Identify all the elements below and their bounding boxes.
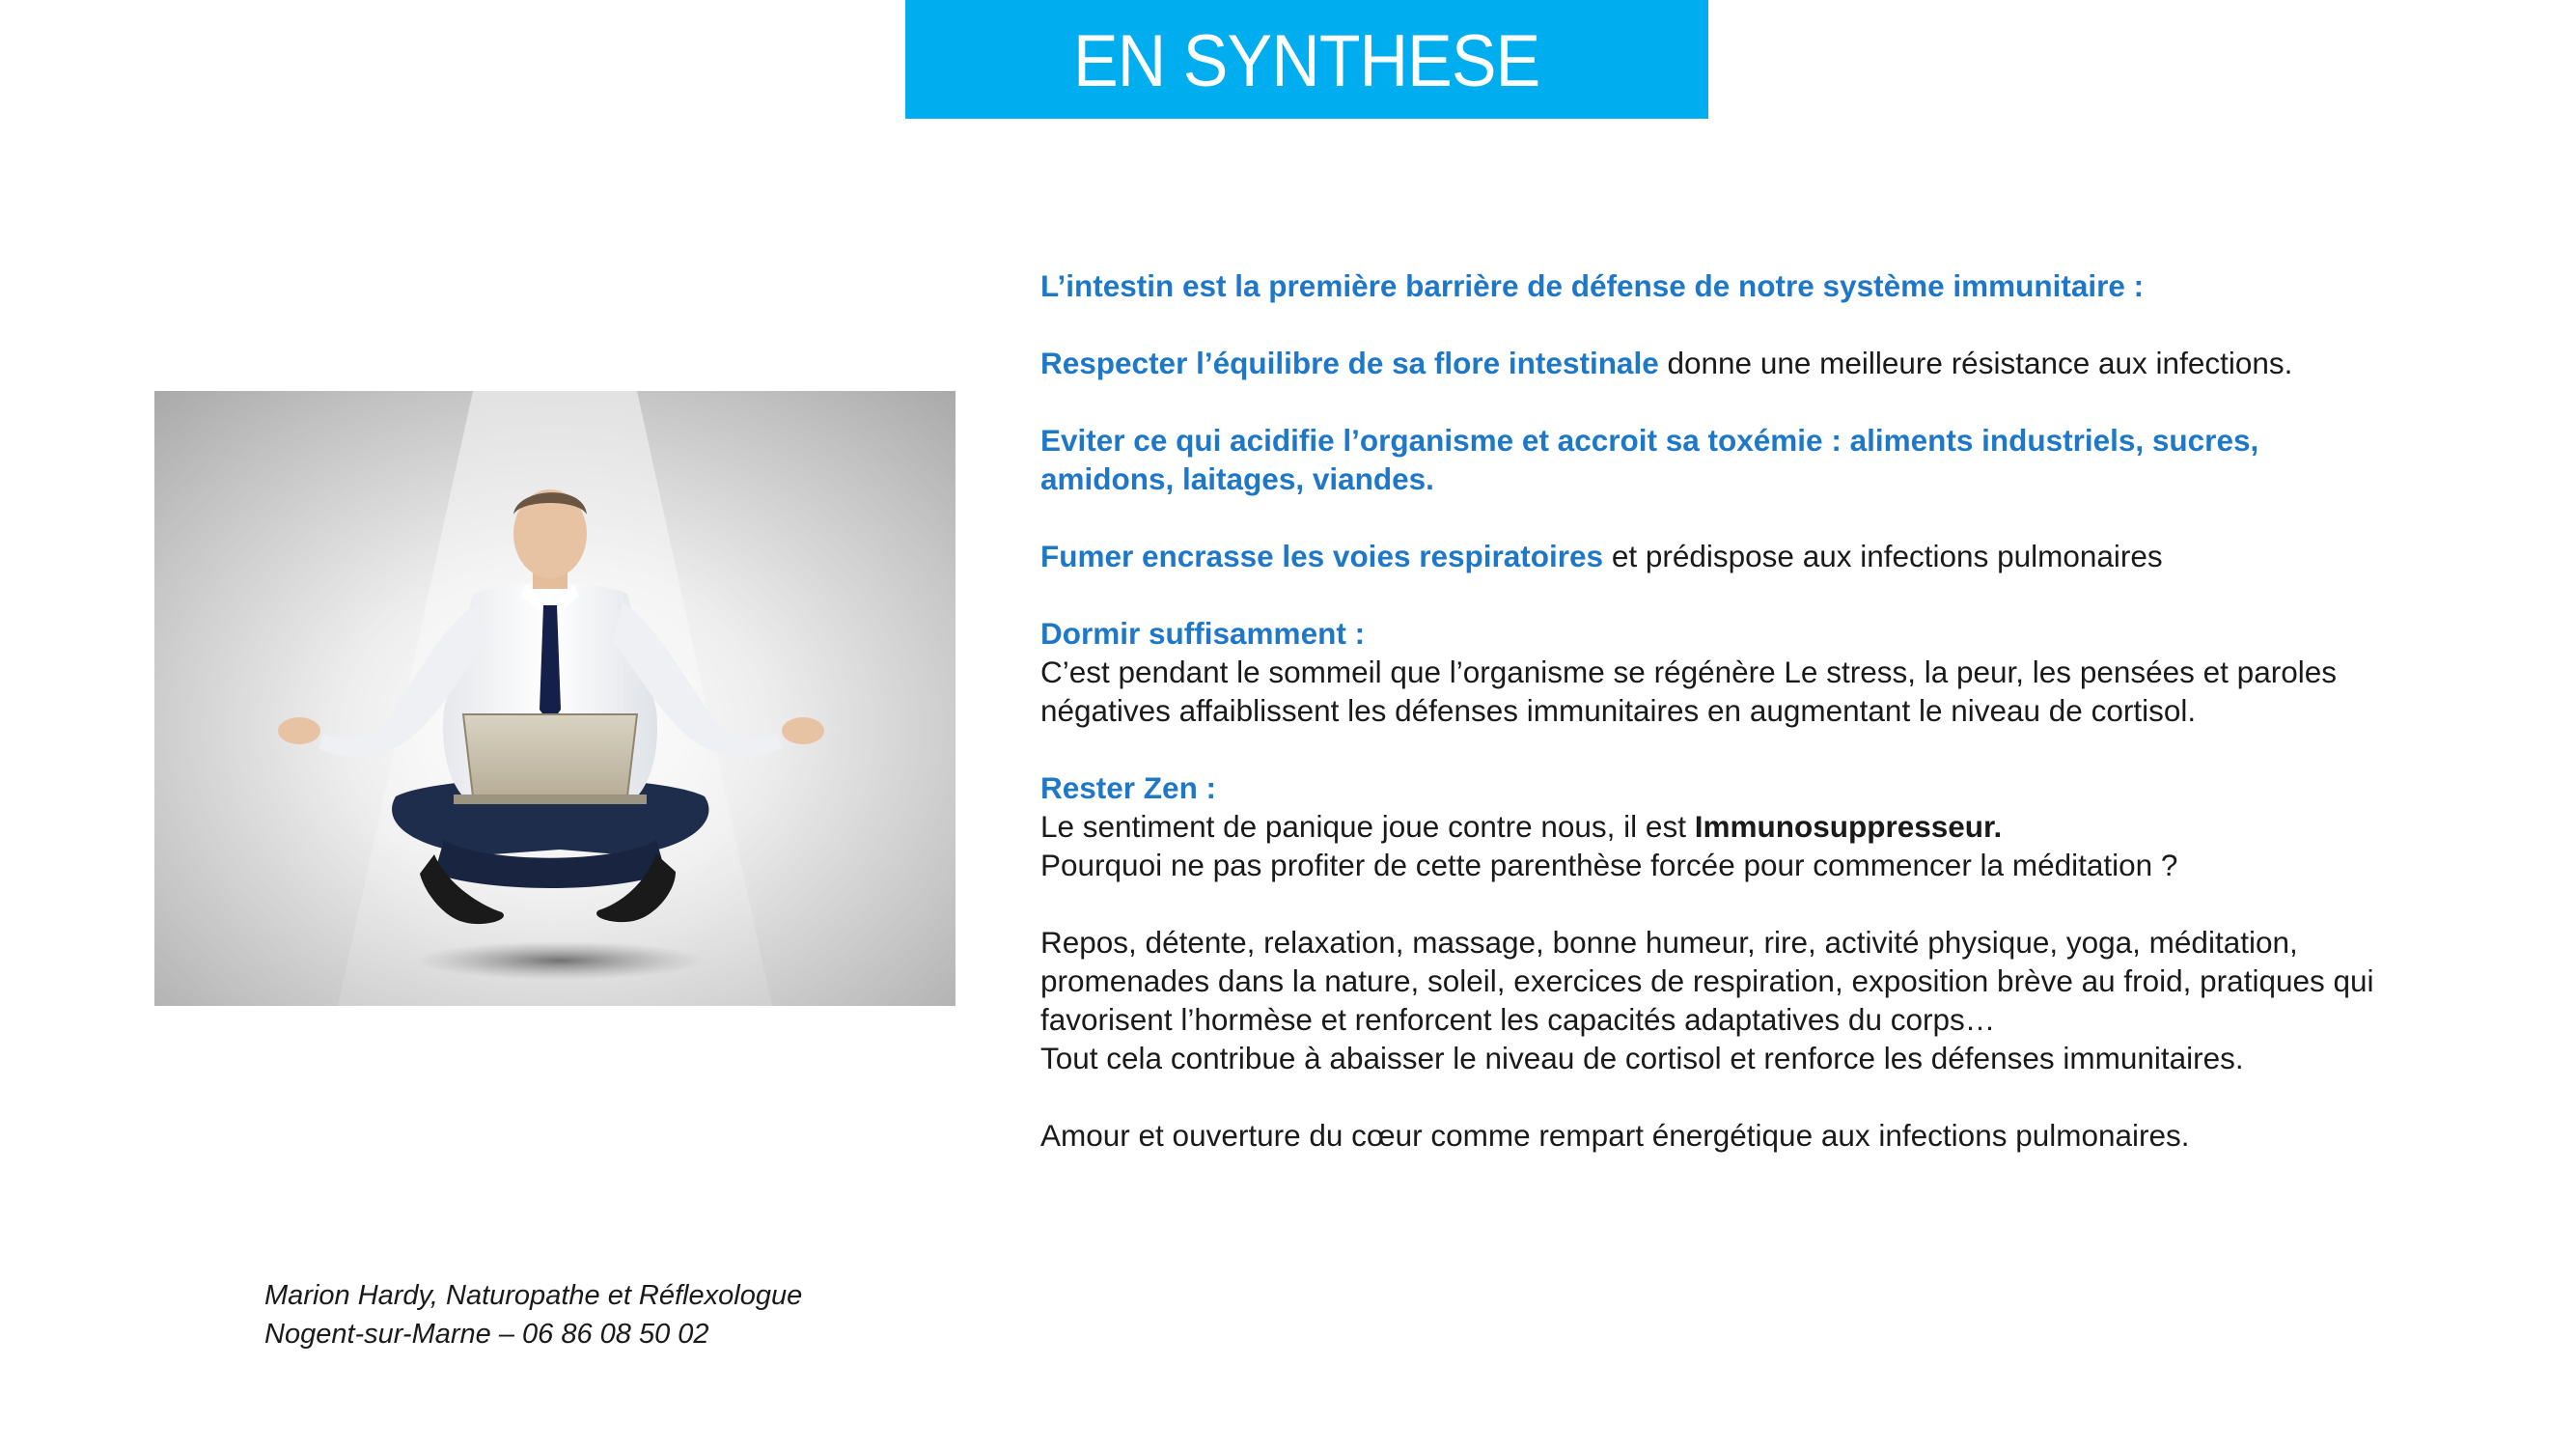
author-contact: Nogent-sur-Marne – 06 86 08 50 02 (264, 1319, 709, 1350)
paragraph-acidifie (1040, 421, 2392, 498)
highlight-text: Fumer encrasse les voies respiratoires (1040, 539, 1604, 573)
body-text: Amour et ouverture du cœur comme rempart énergétique aux infections pulmonaires. (1040, 1118, 2190, 1153)
paragraph-dormir (1040, 614, 2450, 730)
section-heading: Dormir suffisamment : (1040, 616, 1366, 651)
paragraph-flore (1040, 344, 2546, 382)
page-title: EN SYNTHESE (1073, 20, 1540, 102)
author-footer (264, 1276, 802, 1353)
highlight-text: Respecter l’équilibre de sa flore intestinale (1040, 346, 1659, 380)
paragraph-intestin (1040, 266, 2546, 305)
body-text: Tout cela contribue à abaisser le niveau de cortisol et renforce les défenses immunitaires. (1040, 1041, 2244, 1075)
body-text: Repos, détente, relaxation, massage, bonne humeur, rire, activité physique, yoga, méditation, promenades dans la nature, soleil, exercices de respiration, exposition brève au froid, pratiques qui favorisent l’hormèse et renforcent les capacités adaptatives du corps… (1040, 925, 2374, 1037)
paragraph-repos (1040, 923, 2440, 1077)
body-text: Le sentiment de panique joue contre nous, il est (1040, 809, 1695, 844)
highlight-text: L’intestin est la première barrière de défense de notre système immunitaire : (1040, 268, 2145, 303)
body-text: donne une meilleure résistance aux infections. (1658, 346, 2293, 380)
body-text: et prédispose aux infections pulmonaires (1603, 539, 2163, 573)
paragraph-zen (1040, 768, 2546, 884)
meditating-man-laptop-icon (154, 391, 956, 1006)
synthesis-text (1040, 266, 2546, 1155)
highlight-text: Eviter ce qui acidifie l’organisme et accroit sa toxémie : aliments industriels, sucres, amidons, laitages, viandes. (1040, 423, 2259, 496)
paragraph-fumer (1040, 537, 2546, 575)
bold-text: Immunosuppresseur. (1694, 809, 2003, 844)
author-name: Marion Hardy, Naturopathe et Réflexologue (264, 1280, 803, 1311)
paragraph-amour (1040, 1116, 2546, 1155)
body-text: Pourquoi ne pas profiter de cette parenthèse forcée pour commencer la méditation ? (1040, 848, 2178, 882)
body-text: C’est pendant le sommeil que l’organisme se régénère Le stress, la peur, les pensées et paroles négatives affaiblissent les défenses immunitaires en augmentant le niveau de cortisol. (1040, 655, 2337, 728)
section-heading: Rester Zen : (1040, 770, 1217, 805)
title-banner (905, 0, 1708, 119)
